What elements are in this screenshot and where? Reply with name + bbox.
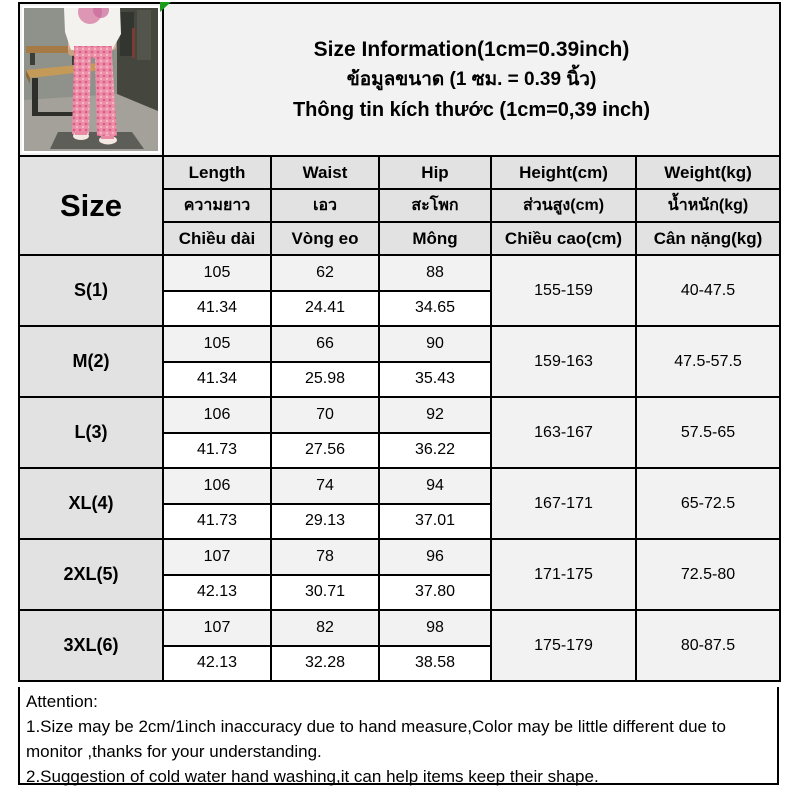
col-header-waist-en: Waist [271, 156, 379, 189]
length-inch: 41.73 [163, 504, 271, 540]
col-header-height-en: Height(cm) [491, 156, 636, 189]
product-photo-illustration [24, 8, 158, 151]
col-header-hip-en: Hip [379, 156, 491, 189]
size-information-table [18, 2, 781, 682]
waist-inch: 27.56 [271, 433, 379, 469]
hip-cm: 94 [379, 468, 491, 504]
height-range: 171-175 [491, 539, 636, 610]
height-range: 159-163 [491, 326, 636, 397]
hip-inch: 37.80 [379, 575, 491, 611]
title-thai: ข้อมูลขนาด (1 ซม. = 0.39 นิ้ว) [346, 68, 597, 90]
hip-inch: 36.22 [379, 433, 491, 469]
hip-inch: 38.58 [379, 646, 491, 682]
table-row [19, 610, 780, 646]
height-range: 175-179 [491, 610, 636, 681]
attention-heading: Attention: [26, 692, 98, 711]
waist-inch: 32.28 [271, 646, 379, 682]
col-header-height-vi: Chiều cao(cm) [491, 222, 636, 255]
weight-range: 72.5-80 [636, 539, 780, 610]
height-range: 155-159 [491, 255, 636, 326]
table-row [19, 539, 780, 575]
waist-inch: 30.71 [271, 575, 379, 611]
col-header-hip-vi: Mông [379, 222, 491, 255]
length-cm: 107 [163, 539, 271, 575]
col-header-weight-th: น้ำหนัก(kg) [636, 189, 780, 222]
waist-cm: 78 [271, 539, 379, 575]
green-corner-flag-icon [160, 2, 171, 12]
col-header-hip-th: สะโพก [379, 189, 491, 222]
size-label-s: S(1) [19, 255, 163, 326]
col-header-waist-vi: Vòng eo [271, 222, 379, 255]
col-header-waist-th: เอว [271, 189, 379, 222]
col-header-length-vi: Chiều dài [163, 222, 271, 255]
hip-inch: 37.01 [379, 504, 491, 540]
size-label-2xl: 2XL(5) [19, 539, 163, 610]
size-label-3xl: 3XL(6) [19, 610, 163, 681]
col-header-height-th: ส่วนสูง(cm) [491, 189, 636, 222]
hip-cm: 88 [379, 255, 491, 291]
waist-cm: 74 [271, 468, 379, 504]
hip-cm: 98 [379, 610, 491, 646]
size-label-l: L(3) [19, 397, 163, 468]
col-header-weight-en: Weight(kg) [636, 156, 780, 189]
product-photo-cell [19, 3, 163, 156]
waist-inch: 24.41 [271, 291, 379, 327]
size-label-m: M(2) [19, 326, 163, 397]
waist-cm: 82 [271, 610, 379, 646]
waist-inch: 29.13 [271, 504, 379, 540]
waist-inch: 25.98 [271, 362, 379, 398]
product-photo [22, 6, 160, 153]
length-cm: 106 [163, 468, 271, 504]
col-header-length-en: Length [163, 156, 271, 189]
size-label-xl: XL(4) [19, 468, 163, 539]
length-cm: 105 [163, 255, 271, 291]
waist-cm: 62 [271, 255, 379, 291]
table-row [19, 255, 780, 291]
weight-range: 80-87.5 [636, 610, 780, 681]
length-inch: 41.34 [163, 362, 271, 398]
table-row [19, 468, 780, 504]
height-range: 167-171 [491, 468, 636, 539]
hip-inch: 34.65 [379, 291, 491, 327]
weight-range: 57.5-65 [636, 397, 780, 468]
attention-notes [18, 687, 779, 785]
length-inch: 42.13 [163, 575, 271, 611]
length-cm: 105 [163, 326, 271, 362]
col-header-length-th: ความยาว [163, 189, 271, 222]
length-inch: 41.34 [163, 291, 271, 327]
title-cell [163, 3, 780, 156]
title-english: Size Information(1cm=0.39inch) [313, 37, 630, 61]
waist-cm: 66 [271, 326, 379, 362]
attention-note-2: 2.Suggestion of cold water hand washing,it can help items keep their shape. [26, 767, 599, 786]
table-row [19, 326, 780, 362]
weight-range: 40-47.5 [636, 255, 780, 326]
hip-inch: 35.43 [379, 362, 491, 398]
length-inch: 41.73 [163, 433, 271, 469]
col-header-weight-vi: Cân nặng(kg) [636, 222, 780, 255]
hip-cm: 90 [379, 326, 491, 362]
length-inch: 42.13 [163, 646, 271, 682]
attention-note-1: 1.Size may be 2cm/1inch inaccuracy due to hand measure,Color may be little different due to monitor ,thanks for your understanding. [26, 717, 726, 761]
weight-range: 47.5-57.5 [636, 326, 780, 397]
title-vietnamese: Thông tin kích thước (1cm=0,39 inch) [292, 98, 651, 121]
height-range: 163-167 [491, 397, 636, 468]
size-column-header: Size [19, 156, 163, 255]
weight-range: 65-72.5 [636, 468, 780, 539]
hip-cm: 92 [379, 397, 491, 433]
length-cm: 107 [163, 610, 271, 646]
length-cm: 106 [163, 397, 271, 433]
waist-cm: 70 [271, 397, 379, 433]
hip-cm: 96 [379, 539, 491, 575]
table-row [19, 397, 780, 433]
